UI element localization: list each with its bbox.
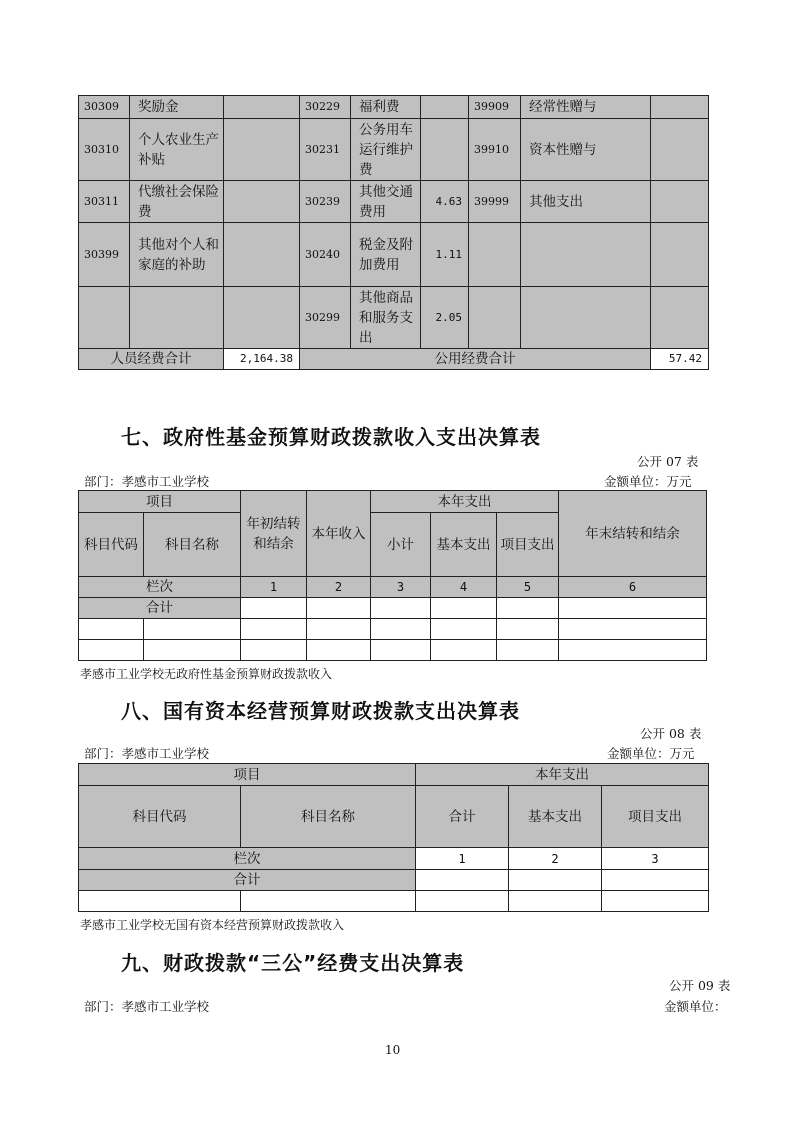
gov-fund-table — [78, 490, 707, 661]
col-num: 2 — [307, 577, 371, 598]
subject-code — [469, 287, 521, 349]
amount — [651, 119, 709, 181]
header-subtotal: 小计 — [371, 513, 431, 577]
table-cell — [416, 891, 509, 912]
amount — [651, 96, 709, 119]
header-project: 项目 — [79, 764, 416, 786]
table-cell — [431, 640, 497, 661]
table9-number: 公开 09 表 — [669, 978, 731, 993]
header-project: 项目 — [79, 491, 241, 513]
table-cell — [509, 891, 602, 912]
amount: 2.05 — [421, 287, 469, 349]
amount — [651, 223, 709, 287]
personnel-total-value: 2,164.38 — [224, 349, 300, 370]
table8-number: 公开 08 表 — [640, 726, 702, 741]
amount — [224, 96, 300, 119]
row-column-label: 栏次 — [79, 577, 241, 598]
table7-department: 部门：孝感市工业学校 — [84, 474, 210, 489]
header-name: 科目名称 — [241, 786, 416, 848]
table-row — [79, 119, 709, 181]
col-num: 5 — [497, 577, 559, 598]
state-capital-table — [78, 763, 709, 912]
amount — [421, 119, 469, 181]
subject-code: 39909 — [469, 96, 521, 119]
table8-note: 孝感市工业学校无国有资本经营预算财政拨款收入 — [80, 918, 345, 932]
subject-name: 其他对个人和家庭的补助 — [130, 223, 224, 287]
amount: 1.11 — [421, 223, 469, 287]
col-num: 6 — [559, 577, 707, 598]
table-row — [79, 223, 709, 287]
amount — [224, 181, 300, 223]
subject-code: 30399 — [79, 223, 130, 287]
table7-title: 七、政府性基金预算财政拨款收入支出决算表 — [121, 425, 541, 449]
subject-code: 30239 — [300, 181, 351, 223]
amount — [224, 287, 300, 349]
table-cell — [602, 870, 709, 891]
header-begin-balance: 年初结转和结余 — [241, 491, 307, 577]
subject-name — [521, 223, 651, 287]
table-cell — [497, 619, 559, 640]
subject-code: 39999 — [469, 181, 521, 223]
personnel-total-label: 人员经费合计 — [79, 349, 224, 370]
row-column-label: 栏次 — [79, 848, 416, 870]
subject-name: 其他交通费用 — [351, 181, 421, 223]
header-end-balance: 年末结转和结余 — [559, 491, 707, 577]
table9-department: 部门：孝感市工业学校 — [84, 999, 210, 1014]
public-total-label: 公用经费合计 — [300, 349, 651, 370]
table-cell — [602, 891, 709, 912]
subject-name: 奖励金 — [130, 96, 224, 119]
row-total-label: 合计 — [79, 870, 416, 891]
table-cell — [416, 870, 509, 891]
col-num: 1 — [241, 577, 307, 598]
table7-number: 公开 07 表 — [637, 454, 699, 469]
subject-name: 公务用车运行维护费 — [351, 119, 421, 181]
col-num: 1 — [416, 848, 509, 870]
table-cell — [144, 619, 241, 640]
table7-unit: 金额单位：万元 — [604, 474, 692, 489]
header-income: 本年收入 — [307, 491, 371, 577]
table-cell — [79, 640, 144, 661]
table-cell — [497, 598, 559, 619]
table-cell — [497, 640, 559, 661]
header-item: 项目支出 — [497, 513, 559, 577]
page-number: 10 — [385, 1043, 401, 1057]
table8-title: 八、国有资本经营预算财政拨款支出决算表 — [121, 699, 520, 723]
subject-name: 其他商品和服务支出 — [351, 287, 421, 349]
subject-name — [130, 287, 224, 349]
header-expense: 本年支出 — [371, 491, 559, 513]
header-item: 项目支出 — [602, 786, 709, 848]
table-cell — [307, 598, 371, 619]
table8-unit: 金额单位：万元 — [607, 746, 695, 761]
amount — [224, 223, 300, 287]
table-cell — [431, 619, 497, 640]
col-num: 3 — [602, 848, 709, 870]
subject-code: 30309 — [79, 96, 130, 119]
amount — [651, 181, 709, 223]
subject-code: 30240 — [300, 223, 351, 287]
table-cell — [144, 640, 241, 661]
basic-expense-table — [78, 95, 709, 370]
subject-name: 代缴社会保险费 — [130, 181, 224, 223]
col-num: 2 — [509, 848, 602, 870]
table9-unit: 金额单位： — [664, 999, 727, 1014]
table-cell — [371, 598, 431, 619]
table-row-total — [79, 349, 709, 370]
table8-department: 部门：孝感市工业学校 — [84, 746, 210, 761]
table-cell — [559, 598, 707, 619]
row-total-label: 合计 — [79, 598, 241, 619]
table-row — [79, 96, 709, 119]
header-expense: 本年支出 — [416, 764, 709, 786]
table-cell — [79, 891, 241, 912]
subject-name: 福利费 — [351, 96, 421, 119]
header-basic: 基本支出 — [509, 786, 602, 848]
col-num: 4 — [431, 577, 497, 598]
table-row — [79, 287, 709, 349]
subject-name: 经常性赠与 — [521, 96, 651, 119]
table-cell — [431, 598, 497, 619]
subject-name: 个人农业生产补贴 — [130, 119, 224, 181]
subject-code — [469, 223, 521, 287]
table7-note: 孝感市工业学校无政府性基金预算财政拨款收入 — [80, 667, 333, 681]
header-total: 合计 — [416, 786, 509, 848]
table-cell — [559, 640, 707, 661]
subject-code: 30311 — [79, 181, 130, 223]
amount — [651, 287, 709, 349]
amount — [224, 119, 300, 181]
header-code: 科目代码 — [79, 513, 144, 577]
table-cell — [241, 619, 307, 640]
table-cell — [79, 619, 144, 640]
subject-name — [521, 287, 651, 349]
header-basic: 基本支出 — [431, 513, 497, 577]
header-name: 科目名称 — [144, 513, 241, 577]
col-num: 3 — [371, 577, 431, 598]
table-cell — [371, 640, 431, 661]
table-row — [79, 181, 709, 223]
table9-title: 九、财政拨款“三公”经费支出决算表 — [121, 951, 465, 975]
table-cell — [307, 619, 371, 640]
subject-code: 30299 — [300, 287, 351, 349]
header-code: 科目代码 — [79, 786, 241, 848]
subject-name: 税金及附加费用 — [351, 223, 421, 287]
subject-code: 39910 — [469, 119, 521, 181]
table-cell — [241, 640, 307, 661]
subject-code: 30231 — [300, 119, 351, 181]
table-cell — [371, 619, 431, 640]
subject-code: 30229 — [300, 96, 351, 119]
table-cell — [559, 619, 707, 640]
table-cell — [509, 870, 602, 891]
table-cell — [241, 598, 307, 619]
subject-code: 30310 — [79, 119, 130, 181]
table-cell — [307, 640, 371, 661]
subject-name: 资本性赠与 — [521, 119, 651, 181]
amount: 4.63 — [421, 181, 469, 223]
subject-name: 其他支出 — [521, 181, 651, 223]
amount — [421, 96, 469, 119]
table-cell — [241, 891, 416, 912]
public-total-value: 57.42 — [651, 349, 709, 370]
subject-code — [79, 287, 130, 349]
